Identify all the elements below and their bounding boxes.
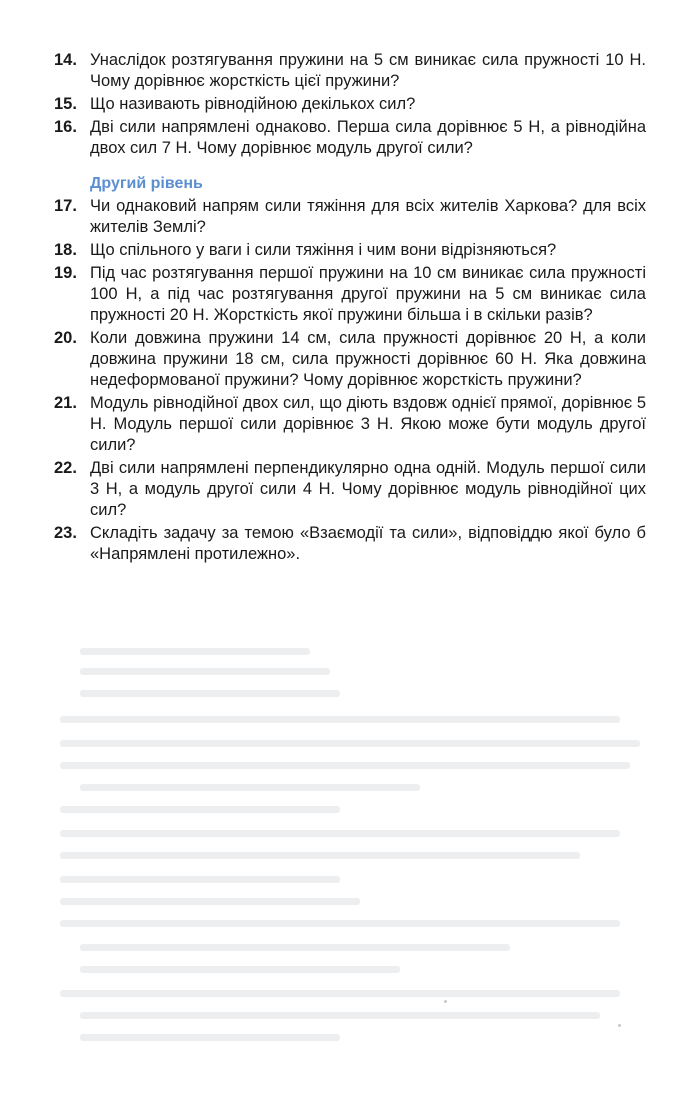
problem-item	[54, 393, 646, 456]
problem-text: Модуль рівнодійної двох сил, що діють вздовж однієї прямої, дорівнює 5 Н. Модуль першої сили дорівнює 3 Н. Якою може бути модуль другої сили?	[90, 394, 646, 454]
problem-number: 20.	[54, 329, 77, 347]
problem-text: Складіть задачу за темою «Взаємодії та сили», відповіддю якої було б «Напрямлені протилежно».	[90, 524, 646, 563]
problem-item	[54, 50, 646, 92]
problem-item	[54, 523, 646, 565]
problem-text: Чи однаковий напрям сили тяжіння для всіх жителів Харкова? для всіх жителів Землі?	[90, 197, 646, 236]
problem-number: 18.	[54, 241, 77, 259]
problem-number: 22.	[54, 459, 77, 477]
problem-text: Під час розтягування першої пружини на 10 см виникає сила пружності 100 Н, а під час розтягування другої пружини на 5 см виникає сила пружності 20 Н. Жорсткість якої пружини більша і в скільки разів?	[90, 264, 646, 324]
problem-text: Унаслідок розтягування пружини на 5 см виникає сила пружності 10 Н. Чому дорівнює жорсткість цієї пружини?	[90, 51, 646, 90]
problem-item	[54, 240, 646, 261]
problem-number: 17.	[54, 197, 77, 215]
problem-item	[54, 94, 646, 115]
section-heading: Другий рівень	[90, 175, 203, 192]
problem-text: Що спільного у ваги і сили тяжіння і чим вони відрізняються?	[90, 241, 557, 259]
problem-number: 15.	[54, 95, 77, 113]
problem-number: 19.	[54, 264, 77, 282]
problem-item	[54, 458, 646, 521]
problem-number: 16.	[54, 118, 77, 136]
problem-text: Коли довжина пружини 14 см, сила пружності дорівнює 20 Н, а коли довжина пружини 18 см, сила пружності дорівнює 60 Н. Яка довжина недеформованої пружини? Чому дорівнює жорсткість пружини?	[90, 329, 646, 389]
problem-item	[54, 328, 646, 391]
problem-number: 23.	[54, 524, 77, 542]
problem-item	[54, 196, 646, 238]
problem-text: Що називають рівнодійною декількох сил?	[90, 95, 416, 113]
problem-text: Дві сили напрямлені однаково. Перша сила дорівнює 5 Н, а рівнодійна двох сил 7 Н. Чому дорівнює модуль другої сили?	[90, 118, 646, 157]
problem-text: Дві сили напрямлені перпендикулярно одна одній. Модуль першої сили 3 Н, а модуль другої сили 4 Н. Чому дорівнює модуль рівнодійної цих сил?	[90, 459, 646, 519]
problem-list	[54, 50, 646, 567]
problem-number: 14.	[54, 51, 77, 69]
problem-item	[54, 263, 646, 326]
problem-number: 21.	[54, 394, 77, 412]
problem-item	[54, 117, 646, 159]
